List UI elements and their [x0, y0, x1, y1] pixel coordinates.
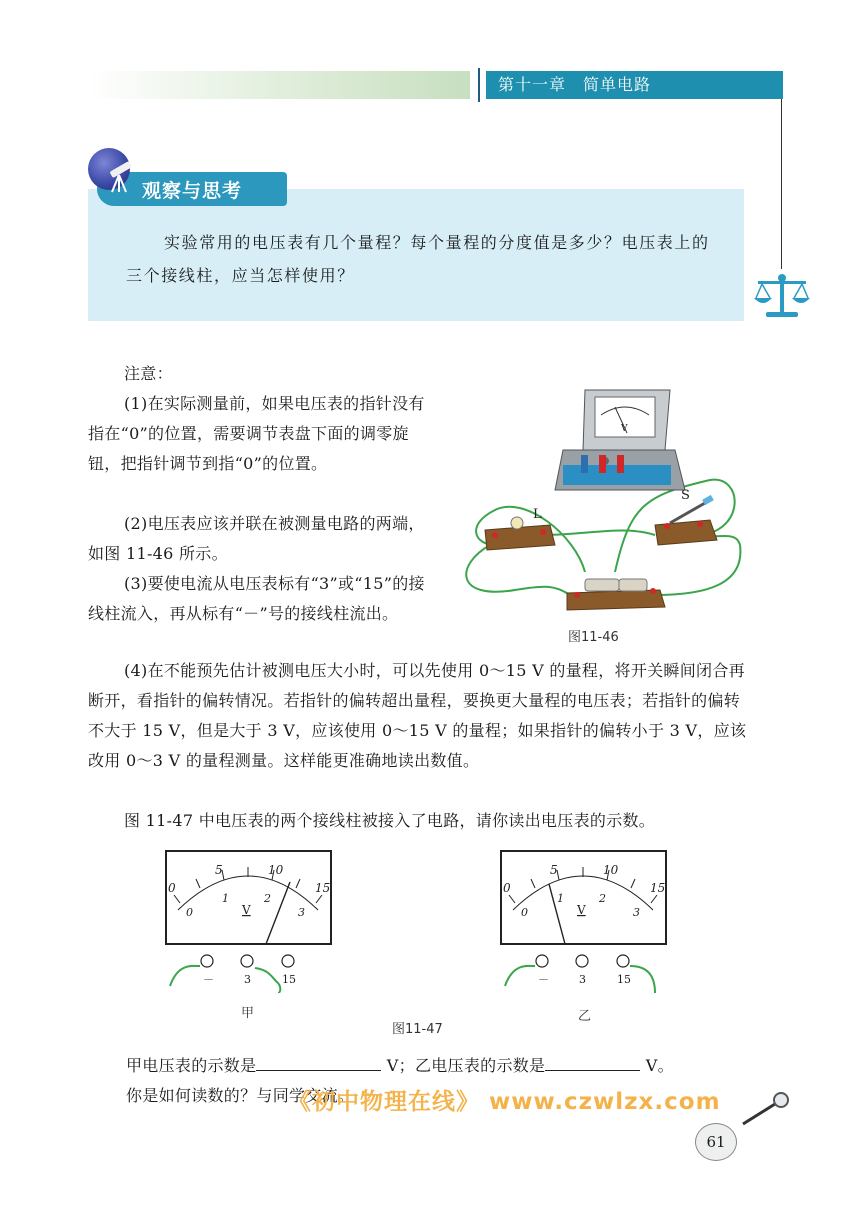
observe-question: 实验常用的电压表有几个量程？每个量程的分度值是多少？电压表上的三个接线柱，应当怎样使用？: [126, 233, 710, 285]
svg-text:0: 0: [168, 881, 176, 895]
note-3: (3)要使电流从电压表标有“3”或“15”的接线柱流入，再从标有“－”号的接线柱流出。: [88, 574, 425, 623]
exercise-prompt: 图 11-47 中电压表的两个接线柱被接入了电路，请你读出电压表的示数。: [124, 811, 656, 830]
figure-11-46-circuit: [455, 385, 750, 635]
voltmeter-jia: [160, 848, 345, 993]
observe-title: 观察与思考: [142, 180, 243, 202]
svg-text:3: 3: [633, 906, 640, 919]
svg-text:0: 0: [503, 881, 511, 895]
fig46-meter-unit: V: [621, 424, 628, 434]
svg-text:5: 5: [215, 863, 223, 877]
svg-text:2: 2: [599, 892, 606, 905]
svg-text:0: 0: [186, 906, 193, 919]
svg-text:0: 0: [521, 906, 528, 919]
note-2: (2)电压表应该并联在被测量电路的两端，如图 11-46 所示。: [88, 514, 425, 563]
svg-text:2: 2: [264, 892, 271, 905]
chapter-title: 第十一章 简单电路: [486, 71, 783, 99]
meter-yi-label: 乙: [578, 1009, 592, 1024]
svg-text:3: 3: [298, 906, 305, 919]
svg-text:－: －: [538, 973, 549, 986]
telescope-icon: [104, 160, 138, 194]
svg-text:15: 15: [282, 973, 296, 986]
answer-blank-jia[interactable]: [256, 1052, 381, 1071]
note-1: (1)在实际测量前，如果电压表的指针没有指在“0”的位置，需要调节表盘下面的调零旋钮，把指针调节到指“0”的位置。: [88, 394, 425, 473]
header-gradient-bar: [88, 71, 470, 99]
svg-text:－: －: [203, 973, 214, 986]
svg-text:V: V: [242, 903, 251, 917]
svg-text:3: 3: [579, 973, 586, 986]
reading-question: 甲电压表的示数是 V；乙电压表的示数是 V。: [126, 1051, 766, 1081]
fig46-label-L: L: [533, 507, 542, 522]
svg-text:3: 3: [244, 973, 251, 986]
magnifier-icon: [735, 1090, 795, 1130]
svg-text:5: 5: [550, 863, 558, 877]
svg-text:1: 1: [222, 892, 229, 905]
header-divider: [478, 68, 480, 102]
notes-heading: 注意：: [124, 364, 173, 383]
voltmeter-yi: [495, 848, 680, 993]
svg-text:V: V: [577, 903, 586, 917]
svg-text:10: 10: [603, 863, 619, 877]
svg-text:15: 15: [617, 973, 631, 986]
margin-rule: [781, 99, 782, 269]
watermark: 《初中物理在线》 www.czwlzx.com: [288, 1089, 721, 1115]
svg-text:15: 15: [650, 881, 666, 895]
discussion-question: 你是如何读数的？与同学交流。: [126, 1086, 355, 1105]
svg-text:10: 10: [268, 863, 284, 877]
svg-text:1: 1: [557, 892, 564, 905]
note-4: (4)在不能预先估计被测电压大小时，可以先使用 0～15 V 的量程，将开关瞬间闭合再断开，看指针的偏转情况。若指针的偏转超出量程，要换更大量程的电压表；若指针的偏转不大于 15 V，但是大于 3 V，应该使用 0～15 V 的量程；如果指针的偏转小于 3 V，应该改用 0～3 V 的量程测量。这样能更准确地读出数值。: [88, 661, 747, 770]
page-number: 61: [695, 1123, 737, 1161]
meter-jia-label: 甲: [241, 1006, 255, 1021]
balance-scale-icon: [752, 272, 812, 320]
figure-11-46-caption: 图11-46: [568, 630, 619, 645]
svg-text:15: 15: [315, 881, 331, 895]
answer-blank-yi[interactable]: [545, 1052, 640, 1071]
figure-11-47-caption: 图11-47: [392, 1022, 443, 1037]
fig46-label-S: S: [681, 488, 690, 503]
